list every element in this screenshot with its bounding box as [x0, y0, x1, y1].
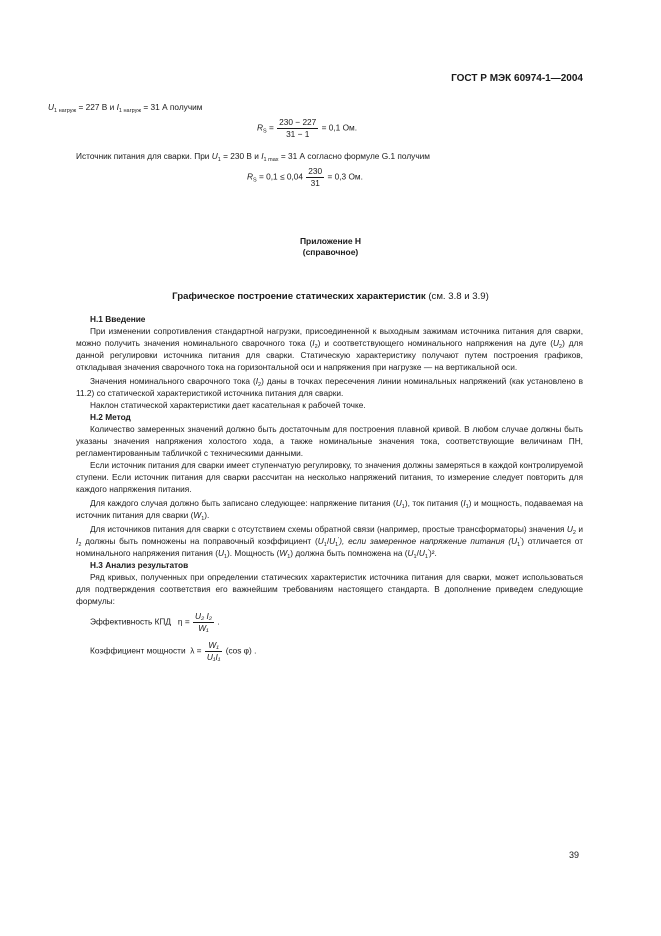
- heading-h1: Н.1 Введение: [90, 314, 146, 324]
- efficiency-formula: Эффективность КПД η = $\frac{\text{U₂ I₂}}{\text{W₁}}$ .: [90, 611, 220, 633]
- paragraph: Если источник питания для сварки имеет ступенчатую регулировку, то значения должны замеряться в каждой контролируемой ступени. Если источник питания для сварки рассчитан на несколько напряжений питания, то измерение следует повторить для каждого напряжения питания.: [76, 460, 583, 494]
- heading-h3: Н.3 Анализ результатов: [90, 560, 189, 570]
- section-title: Графическое построение статических характеристик (см. 3.8 и 3.9): [172, 291, 489, 302]
- annex-heading: Приложение Н (справочное): [299, 236, 362, 257]
- resistance-formula-1: $R_S$ = $\frac{230 - 227}{31 - 1}$ = 0,1 Ом.: [257, 117, 358, 139]
- page-number: 39: [568, 850, 579, 860]
- heading-h2: Н.2 Метод: [90, 412, 131, 422]
- paragraph: При изменении сопротивления стандартной нагрузки, присоединенной к выходным зажимам источника питания для сварки, можно получить значения номинального сварочного тока $(I_2)$ и соответствующего номинального напряжения на дуге $(U_2)$ для данной регулировки источника питания для сварки. Статическую характеристику получают путем построения графиков, откладывая значения сварочного тока на горизонтальной оси и напряжения при нагрузке — на вертикальной оси.: [76, 326, 583, 372]
- annex-body: [76, 313, 583, 663]
- document-header: ГОСТ Р МЭК 60974-1—2004: [451, 73, 583, 84]
- paragraph: Значения номинального сварочного тока $(I_2)$ даны в точках пересечения линии номинальных напряжений (как установлено в 11.2) со статической характеристикой источника питания для сварки.: [76, 376, 583, 398]
- paragraph: Для источников питания для сварки с отсутствием схемы обратной связи (например, простые трансформаторы) значения $U_2$ и $I_2$ должны быть помножены на поправочный коэффициент $(U_1/U_1')$, если замеренное напряжение питания $(U_1')$ отличается от номинального напряжения питания $(U_1)$. Мощность $(W_1)$ должна быть помножена на $(U_1/U_1')^2$.: [76, 524, 583, 560]
- paragraph: Количество замеренных значений должно быть достаточным для построения плавной кривой. В любом случае должны быть указаны значения напряжения холостого хода, а также номинальные значения тока, соответствующие величинам ПН, регламентированным табличкой с техническими данными.: [76, 424, 583, 458]
- power-factor-formula: Коэффициент мощности λ = $\frac{\text{W₁}}{\text{U₁I₁}}$ (cos φ) .: [90, 640, 257, 662]
- paragraph: Ряд кривых, полученных при определении статических характеристик источника питания для сварки, может использоваться для подтверждения соответствия его важнейшим требованиям настоящего стандарта. В дополнение приведем следующие формулы:: [76, 572, 583, 606]
- fraction: $\frac{230}{31}$: [308, 166, 323, 188]
- fraction: $\frac{230 - 227}{31 - 1}$: [279, 117, 317, 139]
- resistance-formula-2: $R_S = 0,1 \le 0,04$ $\frac{230}{31}$ = 0,3 Ом.: [247, 166, 363, 188]
- fraction: $\frac{\text{W₁}}{\text{U₁I₁}}$: [206, 640, 221, 662]
- paragraph: Для каждого случая должно быть записано следующее: напряжение питания $(U_1)$, ток питания $(I_1)$ и мощность, подаваемая на источник питания для сварки $(W_1)$.: [76, 498, 583, 522]
- paragraph: Наклон статической характеристики дает касательная к рабочей точке.: [90, 400, 366, 410]
- load-values-line: $U_1$ $_{нагруж}$ = 227 В и $I_1$ $_{нагруж}$ = 31 А получим: [48, 102, 203, 114]
- supply-line: Источник питания для сварки. При $U_1 = 230$ В и $I_{1 max} = 31$ А согласно формуле G.1 получим: [76, 151, 430, 163]
- fraction: $\frac{\text{U₂ I₂}}{\text{W₁}}$: [194, 611, 212, 633]
